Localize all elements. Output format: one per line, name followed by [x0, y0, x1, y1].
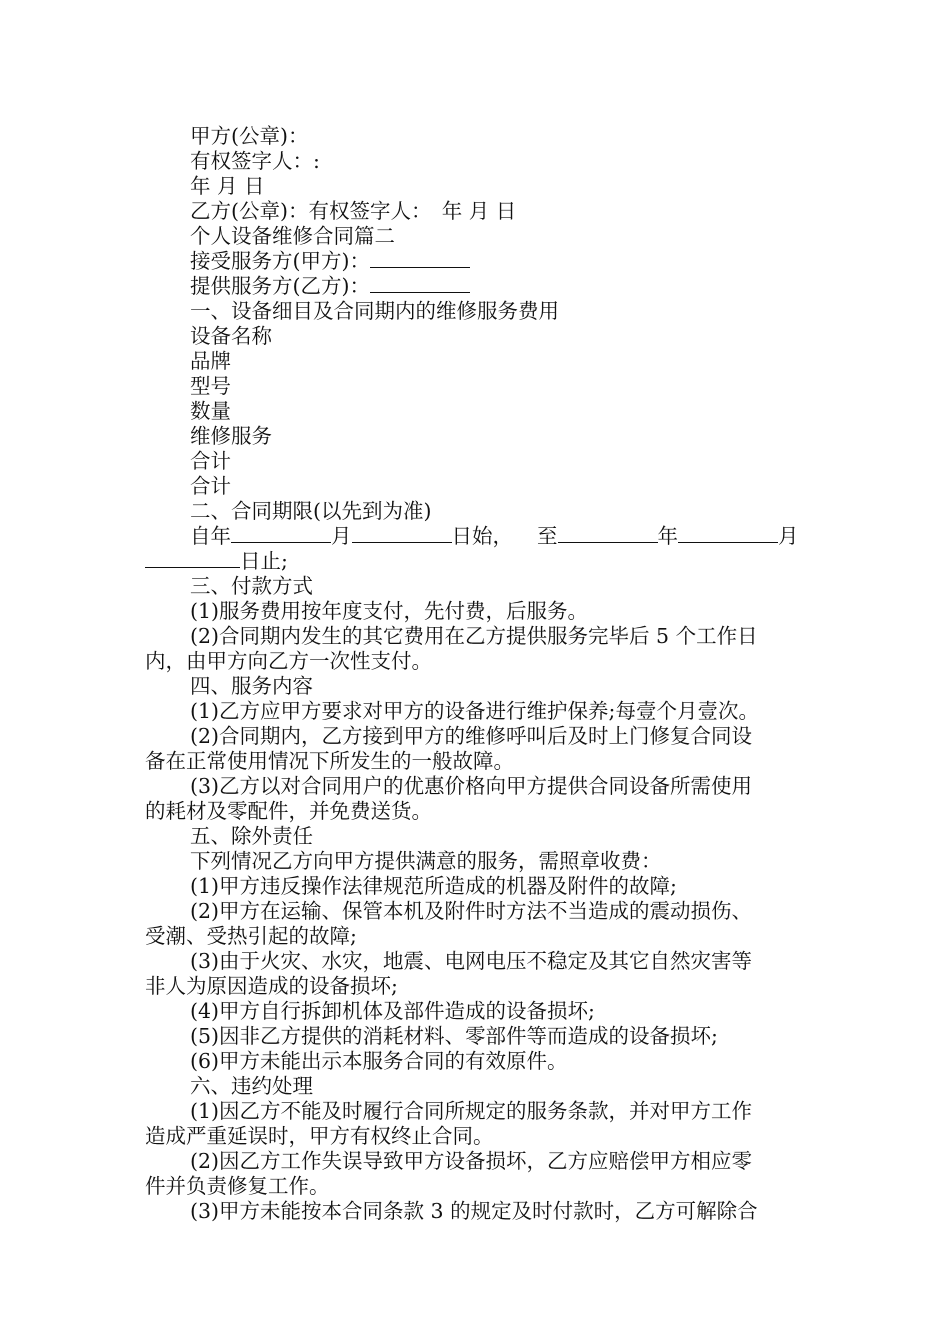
term-blank-5: [145, 549, 240, 568]
party-b-field: [145, 274, 809, 299]
list-item: 数量: [190, 399, 231, 423]
list-item: 维修服务: [190, 424, 272, 448]
term-start: 日始，: [451, 524, 513, 548]
section6-p2-line2: 件并负责修复工作。: [145, 1174, 330, 1198]
contract-title: 个人设备维修合同篇二: [190, 224, 395, 248]
section4-p3-line2: 的耗材及零配件，并免费送货。: [145, 799, 432, 823]
term-blank-2: [352, 524, 452, 543]
date-a: 年 月 日: [190, 174, 265, 198]
section6-p1-line2: 造成严重延误时，甲方有权终止合同。: [145, 1124, 494, 1148]
section6-p3-line1: (3)甲方未能按本合同条款 3 的规定及时付款时，乙方可解除合: [190, 1199, 758, 1223]
section1-heading: 一、设备细目及合同期内的维修服务费用: [190, 299, 559, 323]
party-a-label: 接受服务方(甲方)：: [190, 249, 370, 273]
term-end: 日止;: [240, 549, 288, 573]
section5-p5: (5)因非乙方提供的消耗材料、零部件等而造成的设备损坏;: [190, 1024, 718, 1048]
party-b-label: 提供服务方(乙方)：: [190, 274, 370, 298]
section3-heading: 三、付款方式: [190, 574, 313, 598]
section4-p3-line1: (3)乙方以对合同用户的优惠价格向甲方提供合同设备所需使用: [190, 774, 753, 798]
term-month: 月: [331, 524, 352, 548]
party-a-blank: [370, 249, 470, 268]
section3-p1: (1)服务费用按年度支付，先付费，后服务。: [190, 599, 589, 623]
section5-intro: 下列情况乙方向甲方提供满意的服务，需照章收费：: [190, 849, 662, 873]
term-end-line: [145, 549, 809, 574]
term-blank-4: [678, 524, 778, 543]
party-b-blank: [370, 274, 470, 293]
section4-p2-line1: (2)合同期内，乙方接到甲方的维修呼叫后及时上门修复合同设: [190, 724, 753, 748]
term-from-prefix: 自年: [190, 524, 231, 548]
section4-heading: 四、服务内容: [190, 674, 313, 698]
term-month-2: 月: [778, 524, 799, 548]
term-to: 至: [537, 524, 558, 548]
section5-heading: 五、除外责任: [190, 824, 313, 848]
list-item: 合计: [190, 449, 231, 473]
section5-p1: (1)甲方违反操作法律规范所造成的机器及附件的故障;: [190, 874, 677, 898]
term-line: [145, 524, 809, 549]
term-blank-3: [558, 524, 658, 543]
contract-body: [145, 124, 809, 1224]
party-a-field: [145, 249, 809, 274]
list-item: 合计: [190, 474, 231, 498]
section2-heading: 二、合同期限(以先到为准): [190, 499, 432, 523]
section5-p3-line1: (3)由于火灾、水灾，地震、电网电压不稳定及其它自然灾害等: [190, 949, 753, 973]
section6-p1-line1: (1)因乙方不能及时履行合同所规定的服务条款，并对甲方工作: [190, 1099, 753, 1123]
term-year: 年: [657, 524, 678, 548]
party-a-seal: 甲方(公章)：: [190, 124, 309, 148]
list-item: 设备名称: [190, 324, 272, 348]
party-b-signature-line: 乙方(公章)：有权签字人： 年 月 日: [190, 199, 517, 223]
list-item: 型号: [190, 374, 231, 398]
section3-p2-line2: 内，由甲方向乙方一次性支付。: [145, 649, 432, 673]
section4-p2-line2: 备在正常使用情况下所发生的一般故障。: [145, 749, 514, 773]
section6-p2-line1: (2)因乙方工作失误导致甲方设备损坏，乙方应赔偿甲方相应零: [190, 1149, 753, 1173]
term-blank-1: [231, 524, 331, 543]
section5-p2-line2: 受潮、受热引起的故障;: [145, 924, 357, 948]
authorized-signer-a: 有权签字人：:: [190, 149, 320, 173]
section5-p2-line1: (2)甲方在运输、保管本机及附件时方法不当造成的震动损伤、: [190, 899, 753, 923]
section5-p3-line2: 非人为原因造成的设备损坏;: [145, 974, 398, 998]
section5-p4: (4)甲方自行拆卸机体及部件造成的设备损坏;: [190, 999, 595, 1023]
section4-p1: (1)乙方应甲方要求对甲方的设备进行维护保养;每壹个月壹次。: [190, 699, 759, 723]
section3-p2-line1: (2)合同期内发生的其它费用在乙方提供服务完毕后 5 个工作日: [190, 624, 758, 648]
section5-p6: (6)甲方未能出示本服务合同的有效原件。: [190, 1049, 568, 1073]
list-item: 品牌: [190, 349, 231, 373]
section6-heading: 六、违约处理: [190, 1074, 313, 1098]
